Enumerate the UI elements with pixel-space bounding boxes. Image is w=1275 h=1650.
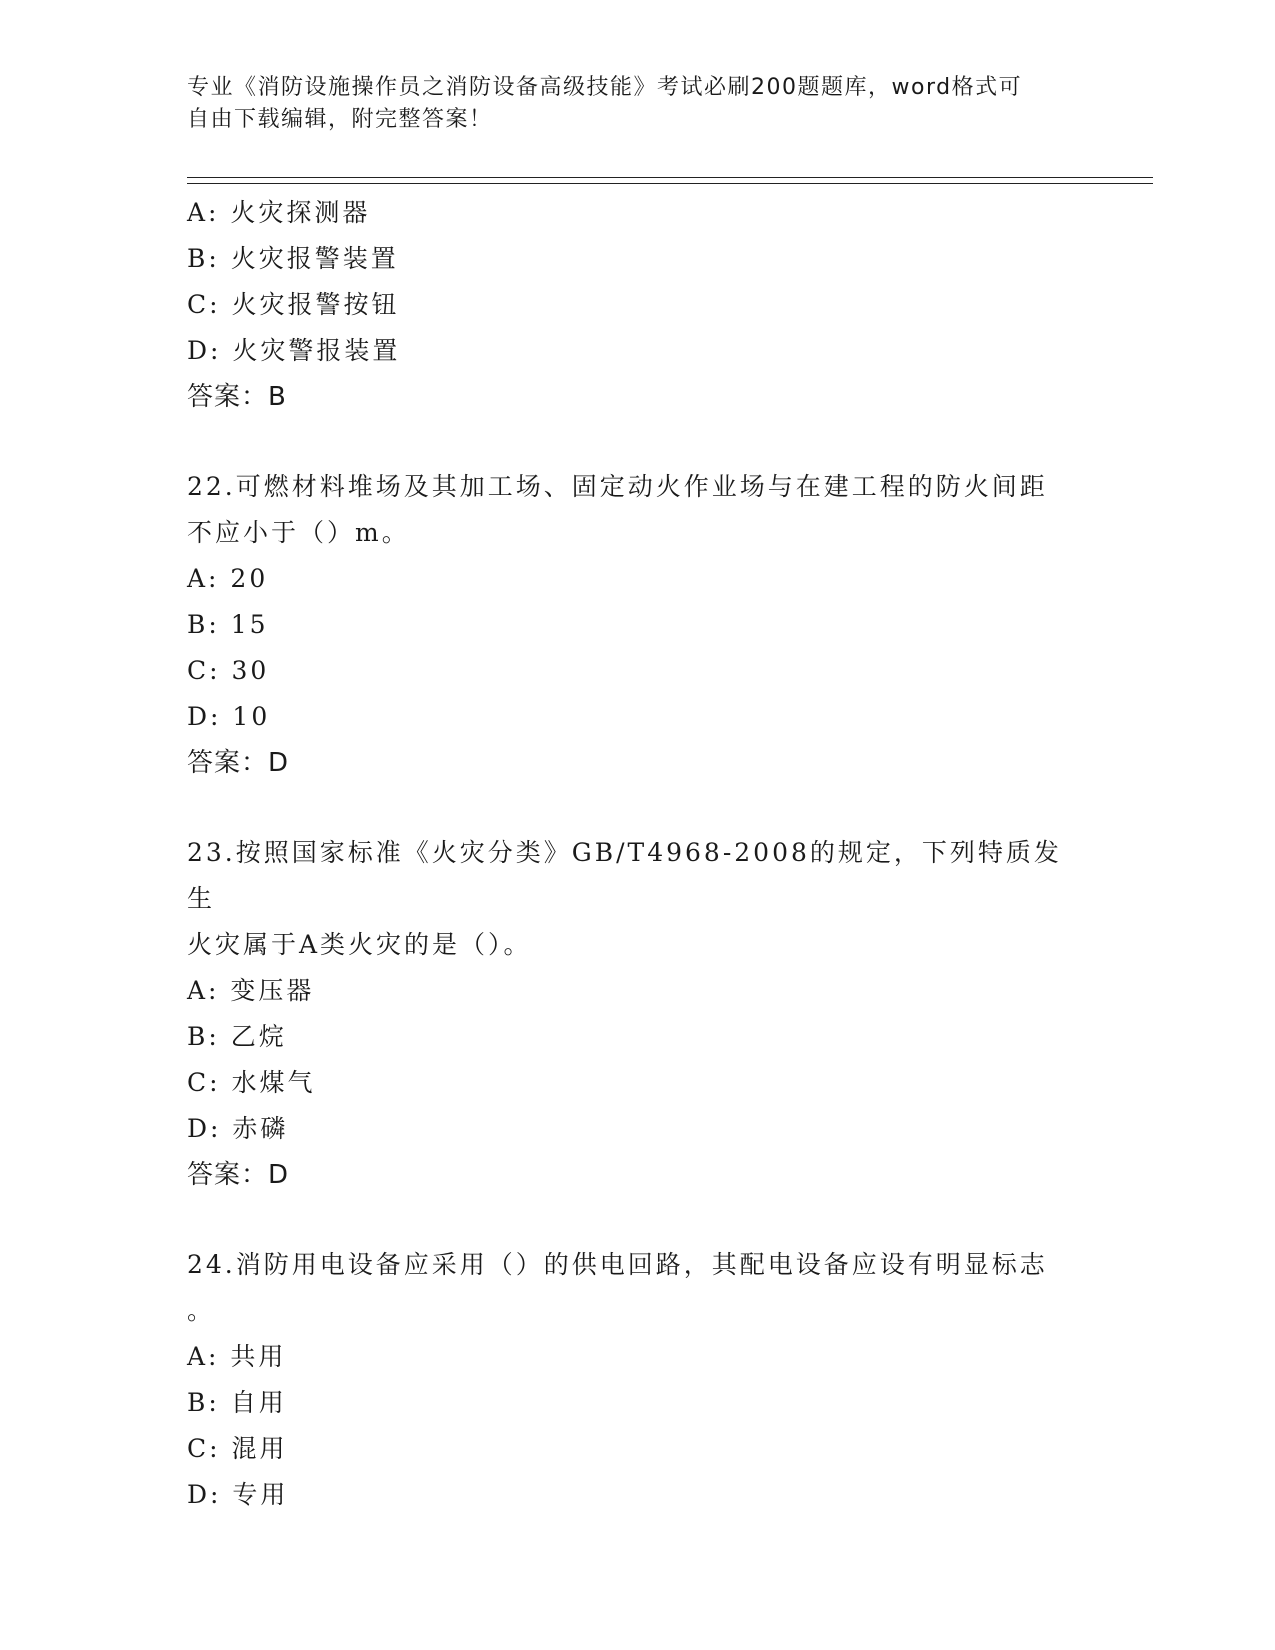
document-header <box>187 72 1067 136</box>
answer-label: 答案：D <box>187 1160 290 1190</box>
option-d: D: 专用 <box>187 1480 289 1509</box>
option-a: A: 共用 <box>187 1342 287 1371</box>
question-text <box>187 830 1067 968</box>
question-text-line-1: 23.按照国家标准《火灾分类》GB/T4968-2008的规定，下列特质发生 <box>187 838 1062 913</box>
option-c: C: 水煤气 <box>187 1068 316 1097</box>
question-text <box>187 1242 1067 1334</box>
question-text-line-2: 。 <box>187 1296 216 1325</box>
question-text-line-2: 火灾属于A类火灾的是（）。 <box>187 930 532 959</box>
option-c: C: 火灾报警按钮 <box>187 290 400 319</box>
question-text <box>187 464 1067 556</box>
question-text-line-2: 不应小于（）m。 <box>187 518 410 547</box>
option-a: A: 变压器 <box>187 976 315 1005</box>
header-line-2: 自由下载编辑，附完整答案！ <box>187 107 493 132</box>
answer-label: 答案：D <box>187 748 290 778</box>
option-b: B: 自用 <box>187 1388 287 1417</box>
option-a: A: 20 <box>187 564 269 593</box>
option-b: B: 乙烷 <box>187 1022 287 1051</box>
question-text-line-1: 24.消防用电设备应采用（）的供电回路，其配电设备应设有明显标志 <box>187 1250 1048 1279</box>
option-d: D: 10 <box>187 702 271 731</box>
option-c: C: 30 <box>187 656 270 685</box>
question-21 <box>187 190 1087 420</box>
header-divider-bottom <box>187 183 1153 184</box>
header-line-1: 专业《消防设施操作员之消防设备高级技能》考试必刷200题题库，word格式可 <box>187 75 1023 100</box>
question-22 <box>187 464 1087 786</box>
option-c: C: 混用 <box>187 1434 288 1463</box>
answer-label: 答案：B <box>187 382 287 412</box>
option-d: D: 赤磷 <box>187 1114 289 1143</box>
option-a: A: 火灾探测器 <box>187 198 371 227</box>
question-23 <box>187 830 1087 1198</box>
question-24 <box>187 1242 1087 1518</box>
question-list <box>187 190 1087 1518</box>
option-b: B: 火灾报警装置 <box>187 244 399 273</box>
question-text-line-1: 22.可燃材料堆场及其加工场、固定动火作业场与在建工程的防火间距 <box>187 472 1048 501</box>
option-d: D: 火灾警报装置 <box>187 336 401 365</box>
option-b: B: 15 <box>187 610 269 639</box>
header-divider-top <box>187 177 1153 178</box>
